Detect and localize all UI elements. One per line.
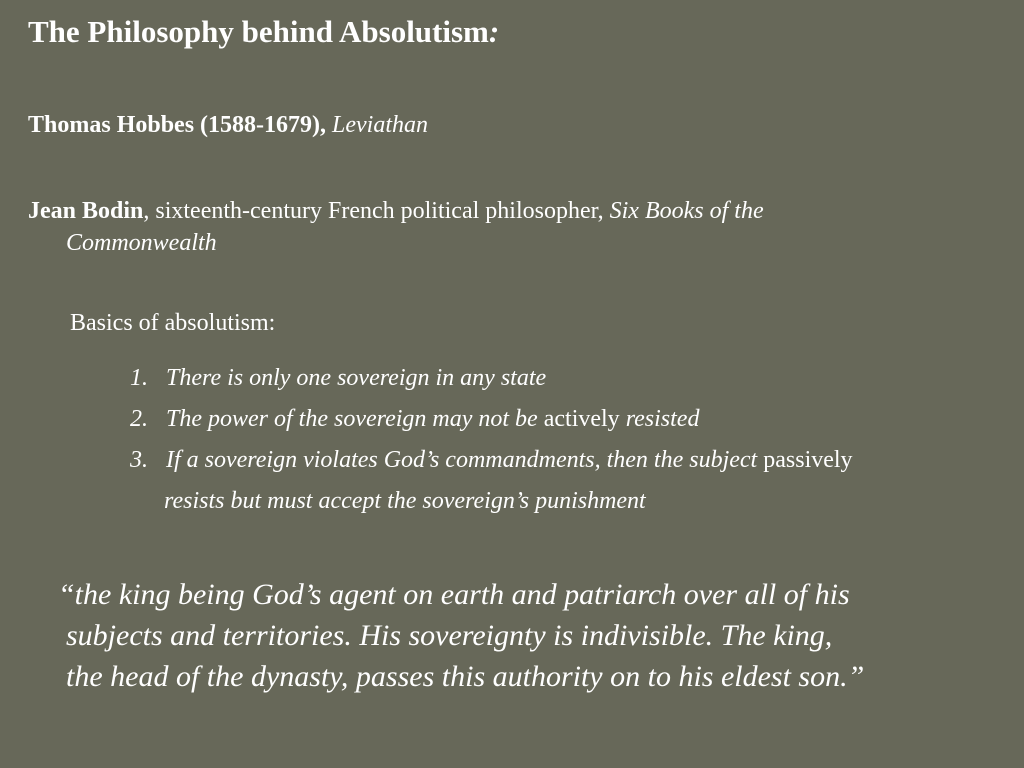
slide-title-colon: : [488, 14, 500, 49]
list-item-emphasis: passively [763, 447, 853, 473]
list-item [130, 440, 1000, 522]
quote-line-2: subjects and territories. His sovereignty is indivisible. The king, [66, 619, 833, 652]
bodin-name: Jean Bodin [28, 198, 144, 224]
list-item [130, 399, 1000, 440]
list-item-text-end: resisted [625, 406, 700, 432]
list-item-text-end: resists but must accept the sovereign’s punishment [164, 488, 646, 514]
list-item-text: If a sovereign violates God’s commandments, then the subject [166, 447, 758, 473]
list-item-text: The power of the sovereign may not be [166, 406, 538, 432]
quote-line-1: “the king being God’s agent on earth and patriarch over all of his [58, 578, 850, 611]
hobbes-line [28, 112, 428, 139]
list-item-number: 3. [130, 447, 148, 473]
list-item-text: There is only one sovereign in any state [166, 365, 547, 391]
basics-label: Basics of absolutism [70, 310, 269, 336]
list-item-number: 1. [130, 365, 148, 391]
list-item-number: 2. [130, 406, 148, 432]
principles-list [130, 358, 1000, 522]
quote-line-3: the head of the dynasty, passes this authority on to his eldest son.” [66, 660, 865, 693]
hobbes-work: Leviathan [332, 112, 429, 138]
bodin-paragraph [28, 195, 988, 259]
basics-colon: : [268, 310, 276, 336]
list-item-emphasis: actively [543, 406, 620, 432]
quote-block [58, 574, 988, 697]
slide-title [28, 14, 499, 50]
hobbes-name: Thomas Hobbes (1588-1679), [28, 112, 327, 138]
bodin-description: , sixteenth-century French political philosopher, [143, 198, 610, 224]
list-item [130, 358, 1000, 399]
basics-heading [70, 310, 275, 337]
slide-title-text: The Philosophy behind Absolutism [28, 14, 489, 49]
bodin-work-line2: Commonwealth [66, 230, 217, 256]
bodin-work-line1: Six Books of the [609, 198, 764, 224]
